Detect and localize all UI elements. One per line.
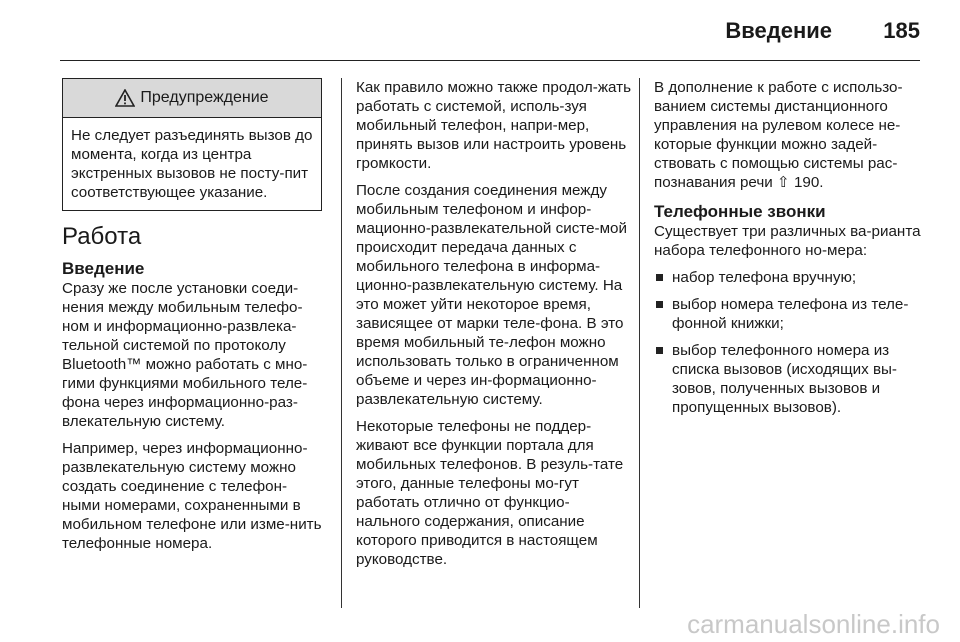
warning-header [63, 79, 321, 118]
paragraph: Сразу же после установки соеди-нения между мобильным телефо-ном и информационно-развлека-тельной системой по протоколу Bluetooth™ можно работать с мно-гими функциями мобильного теле-фона через информационно-раз-влекательную систему. [62, 280, 308, 430]
header-divider [60, 60, 920, 61]
subsection-title: Телефонные звонки [654, 202, 826, 221]
paragraph-text: В дополнение к работе с использо-ванием системы дистанционного управления на рулевом колесе не-которые функции можно задей-ствовать с помощью системы рас-познавания речи [654, 79, 903, 191]
paragraph: Существует три различных ва-рианта набора телефонного но-мера: [654, 223, 921, 259]
page-ref-icon: ⇧ [776, 174, 790, 191]
warning-text: Не следует разъединять вызов до момента, когда из центра экстренных вызовов не посту-пит соответствующее указание. [71, 127, 313, 201]
paragraph: Некоторые телефоны не поддер-живают все функции портала для мобильных телефонов. В резуль-тате этого, данные телефоны мо-гут работать отлично от функцио-нального содержания, описание которого приводится в настоящем руководстве. [356, 418, 624, 568]
column-divider [341, 78, 342, 608]
page-title: Введение [725, 18, 832, 43]
paragraph: Например, через информационно-развлекательную систему можно создать соединение с телефон-ными номерами, сохраненными в мобильном телефоне или изме-нить телефонные номера. [62, 440, 322, 552]
column-2 [356, 78, 632, 577]
paragraph [654, 78, 922, 192]
page-ref: 190. [793, 174, 824, 191]
bullet-list [654, 268, 922, 417]
column-divider [639, 78, 640, 608]
list-item: выбор номера телефона из теле-фонной книжки; [654, 295, 922, 333]
list-item: выбор телефонного номера из списка вызовов (исходящих вы-зовов, полученных вызовов и пропущенных вызовов). [654, 341, 922, 417]
section-subtitle: Введение [62, 259, 145, 278]
warning-title: Предупреждение [140, 89, 269, 106]
warning-icon [115, 89, 135, 107]
paragraph: После создания соединения между мобильным телефоном и инфор-мационно-развлекательной систе-мой происходит передача данных с мобильного телефона в информа-ционно-развлекательную систему. На это может уйти некоторое время, зависящее от марки теле-фона. В это время мобильный те-лефон можно использовать только в ограниченном объеме и через ин-формационно-развлекательную систему. [356, 182, 627, 408]
column-1 [62, 78, 324, 561]
page-number: 185 [883, 18, 920, 43]
warning-box [62, 78, 322, 211]
column-3 [654, 78, 922, 425]
page-header [60, 18, 920, 48]
section-title: Работа [62, 223, 142, 250]
list-item: набор телефона вручную; [654, 268, 922, 287]
paragraph: Как правило можно также продол-жать работать с системой, исполь-зуя мобильный телефон, напри-мер, принять вызов или настроить уровень громкости. [356, 79, 631, 172]
watermark: carmanualsonline.info [687, 609, 940, 639]
